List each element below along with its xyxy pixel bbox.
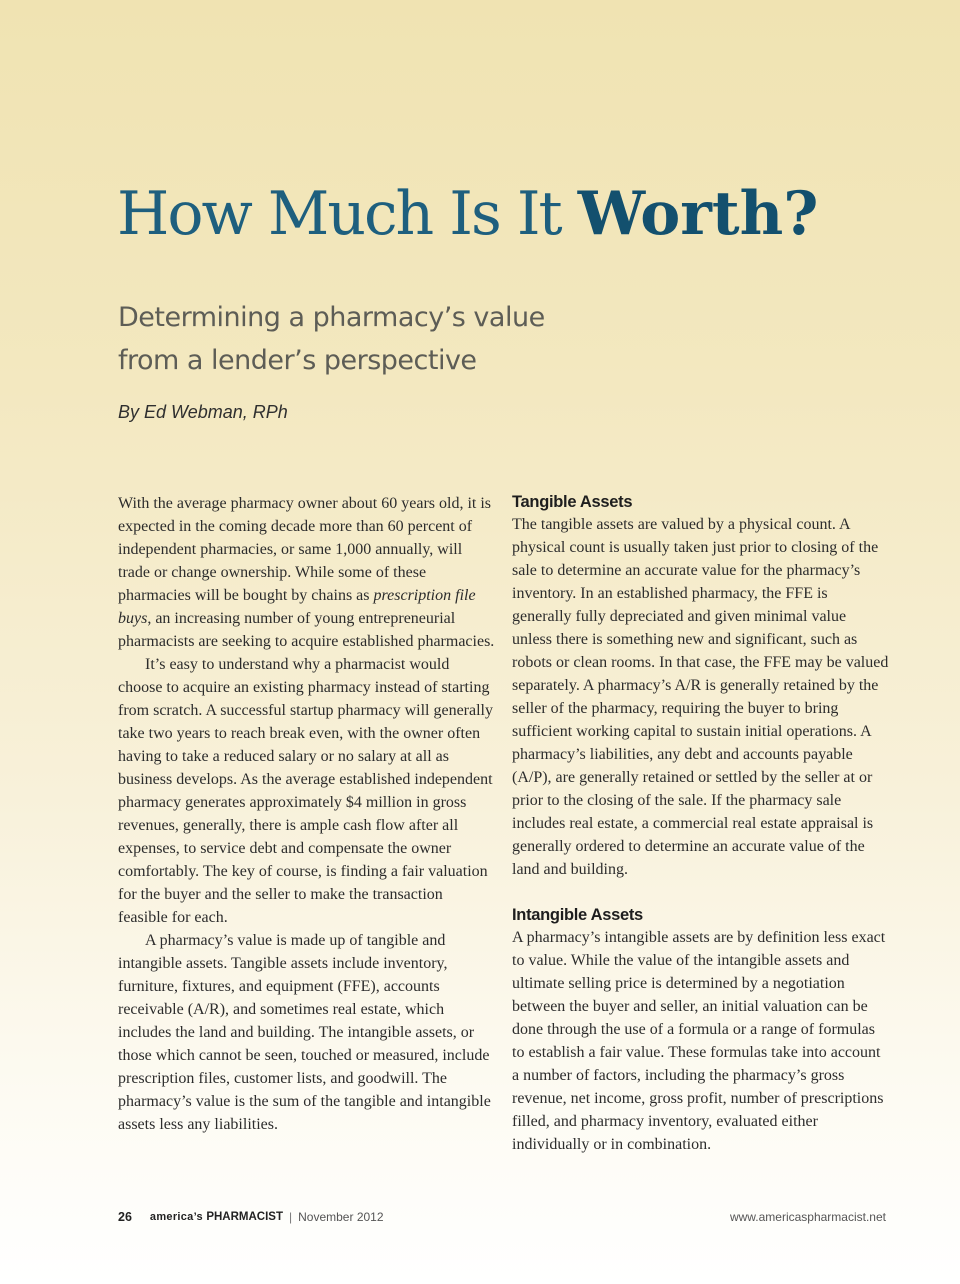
magazine-name: PHARMACIST: [206, 1211, 283, 1223]
title-emphasis: Worth?: [577, 179, 819, 249]
subtitle-line-2: from a lender’s perspective: [118, 345, 477, 376]
article-subtitle: [118, 296, 638, 382]
byline: By Ed Webman, RPh: [118, 402, 288, 422]
issue-date: November 2012: [298, 1210, 384, 1224]
subtitle-line-1: Determining a pharmacy’s value: [118, 302, 545, 333]
title-light: How Much Is It: [117, 179, 578, 249]
intro-emphasis: prescription file buys: [118, 587, 476, 627]
page-footer: [118, 1210, 886, 1224]
heading-intangible-assets: Intangible Assets: [512, 906, 643, 924]
intro-text-b: , an increasing number of young entrepreneurial pharmacists are seeking to acquire established pharmacies.: [118, 610, 495, 650]
paragraph-intangible: A pharmacy’s intangible assets are by definition less exact to value. While the value of the intangible assets and ultimate selling price is determined by a negotiation between the buyer and seller, an initial valuation can be done through the use of a formula or a range of formulas to establish a fair value. These formulas take into account a number of factors, including the pharmacy’s gross revenue, net income, gross profit, number of prescriptions filled, and pharmacy inventory, evaluated either individually or in combination.: [512, 929, 886, 1153]
left-column: [118, 492, 496, 1136]
footer-separator: |: [289, 1210, 293, 1224]
heading-tangible-assets: Tangible Assets: [512, 493, 633, 511]
page-number: 26: [118, 1210, 132, 1224]
website-url: www.americaspharmacist.net: [729, 1210, 886, 1224]
paragraph-tangible: The tangible assets are valued by a physical count. A physical count is usually taken just prior to closing of the sale to determine an accurate value for the pharmacy’s inventory. In an established pharmacy, the FFE is generally fully depreciated and given minimal value unless there is something new and significant, such as robots or clean rooms. In that case, the FFE may be valued separately. A pharmacy’s A/R is generally retained by the seller of the pharmacy, requiring the buyer to bring sufficient working capital to sustain initial operations. A pharmacy’s liabilities, any debt and accounts payable (A/P), are generally retained or settled by the seller at or prior to the closing of the sale. If the pharmacy sale includes real estate, a commercial real estate appraisal is generally ordered to determine an accurate value of the land and building.: [512, 516, 889, 878]
paragraph-value: A pharmacy’s value is made up of tangible and intangible assets. Tangible assets include inventory, furniture, fixtures, and equipment (FFE), accounts receivable (A/R), and sometimes real estate, which includes the land and building. The intangible assets, or those which cannot be seen, touched or measured, include prescription files, customer lists, and goodwill. The pharmacy’s value is the sum of the tangible and intangible assets less any liabilities.: [118, 932, 491, 1133]
magazine-prefix: america’s: [149, 1211, 203, 1223]
paragraph-intro: [118, 492, 496, 653]
intro-text-a: With the average pharmacy owner about 60 years old, it is expected in the coming decade more than 60 percent of independent pharmacies, or same 1,000 annually, will trade or change ownership. While some of these pharmacies will be bought by chains as: [118, 495, 492, 604]
magazine-logo: [150, 1211, 283, 1223]
article-title: [117, 178, 818, 250]
paragraph-startup: It’s easy to understand why a pharmacist would choose to acquire an existing pharmacy instead of starting from scratch. A successful startup pharmacy will generally take two years to reach break even, with the owner often having to take a reduced salary or no salary at all as business develops. As the average established independent pharmacy generates approximately $4 million in gross revenues, generally, there is ample cash flow after all expenses, to service debt and compensate the owner comfortably. The key of course, is finding a fair valuation for the buyer and the seller to make the transaction feasible for each.: [118, 656, 493, 926]
right-column: [512, 491, 890, 1156]
